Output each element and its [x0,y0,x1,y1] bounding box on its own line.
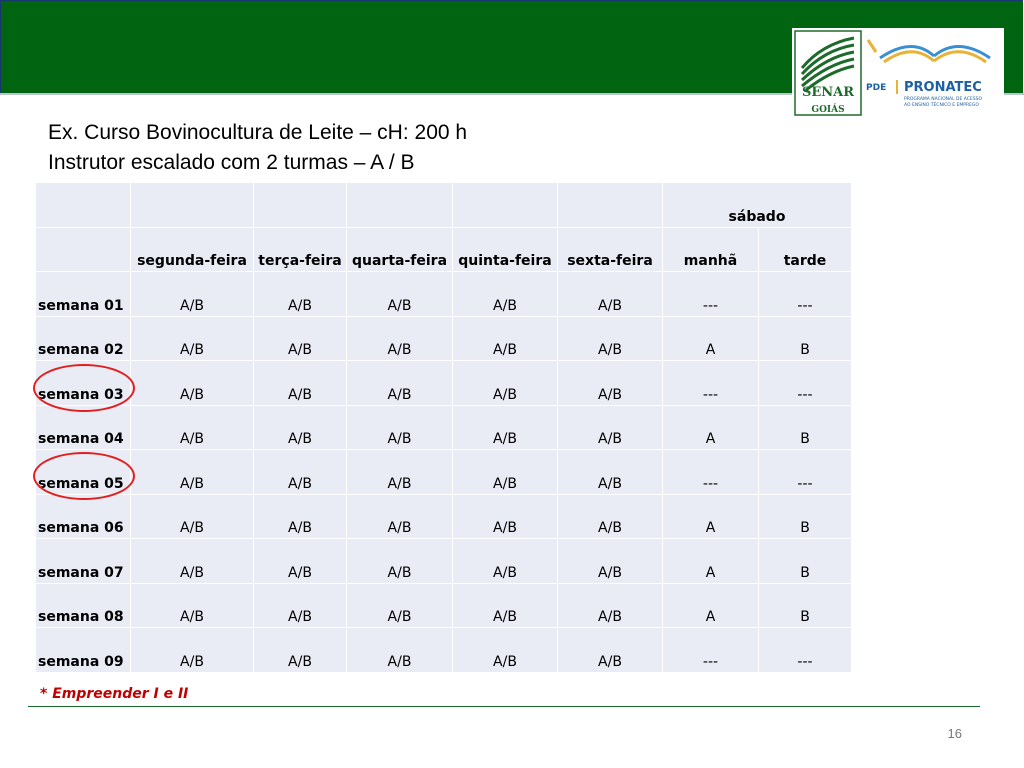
col-header: sexta-feira [558,227,663,272]
table-cell: A/B [347,405,453,450]
table-cell: A/B [558,539,663,584]
logos-panel [792,28,1004,118]
pde-mark: PDE [866,83,887,93]
table-row [36,494,852,539]
footer-divider [28,706,980,707]
row-label: semana 07 [36,539,131,584]
col-header: terça-feira [254,227,347,272]
table-cell: A/B [453,539,558,584]
table-cell: A/B [453,361,558,406]
partner-logos [792,28,1004,118]
table-cell: A/B [347,361,453,406]
table-cell: A/B [254,628,347,673]
table-cell: A/B [347,494,453,539]
footnote: * Empreender I e II [40,686,189,702]
table-row [36,272,852,317]
senar-logo [795,31,861,115]
table-cell: A/B [453,405,558,450]
col-header: segunda-feira [131,227,254,272]
table-cell: A/B [131,583,254,628]
table-cell: A/B [558,405,663,450]
table-cell: A/B [347,272,453,317]
row-label: semana 04 [36,405,131,450]
table-row [36,450,852,495]
table-cell: A/B [131,450,254,495]
pronatec-subtitle-2: AO ENSINO TÉCNICO E EMPREGO [904,103,979,108]
table-cell: A/B [558,583,663,628]
table-cell: A/B [453,272,558,317]
table-row [36,405,852,450]
table-cell: A/B [254,361,347,406]
row-label: semana 01 [36,272,131,317]
table-cell: A/B [347,450,453,495]
table-cell: A/B [131,539,254,584]
table-cell: A/B [131,405,254,450]
table-cell: A/B [453,316,558,361]
table-cell: A [663,583,759,628]
column-header-row [36,227,852,272]
table-cell: A/B [347,628,453,673]
table-cell: A/B [558,628,663,673]
page-number: 16 [947,726,962,741]
table-cell: A [663,405,759,450]
table-cell: --- [759,272,852,317]
table-cell: A/B [254,539,347,584]
table-cell: --- [759,628,852,673]
table-cell: A/B [453,494,558,539]
corner-cell [36,183,131,228]
col-header: quarta-feira [347,227,453,272]
table-cell: A/B [131,316,254,361]
table-cell: A/B [131,494,254,539]
table-cell: A/B [131,361,254,406]
table-cell: A/B [254,272,347,317]
table-row [36,361,852,406]
table-cell: A/B [558,316,663,361]
col-header: tarde [759,227,852,272]
table-cell: --- [663,450,759,495]
table-cell: A/B [254,405,347,450]
table-cell: --- [759,450,852,495]
saturday-header: sábado [663,183,852,228]
table-cell: --- [759,361,852,406]
table-cell: B [759,316,852,361]
heading-line-1: Ex. Curso Bovinocultura de Leite – cH: 200 h [48,121,468,144]
highlight-circle-semana-05 [33,452,135,500]
row-label: semana 06 [36,494,131,539]
table-row [36,583,852,628]
table-row [36,628,852,673]
table-cell: A/B [131,628,254,673]
highlight-circle-semana-03 [33,364,135,412]
slide-heading [48,118,467,178]
row-label: semana 03 [36,361,131,406]
table-cell: A/B [347,583,453,628]
pronatec-wordmark: PRONATEC [904,80,982,95]
table-cell: A/B [558,450,663,495]
table-cell: B [759,583,852,628]
senar-wordmark: SENAR [801,85,855,100]
senar-subtitle: GOIÁS [811,105,845,115]
table-cell: --- [663,361,759,406]
table-cell: A/B [347,316,453,361]
group-header-row [36,183,852,228]
table-cell: A/B [254,450,347,495]
table-cell: A [663,494,759,539]
table-cell: A/B [453,583,558,628]
table-cell: A [663,539,759,584]
table-cell: A/B [131,272,254,317]
table-row [36,539,852,584]
schedule-table [35,182,852,673]
table-cell: B [759,405,852,450]
table-cell: A/B [254,316,347,361]
col-header: manhã [663,227,759,272]
table-cell: A/B [558,272,663,317]
table-cell: B [759,494,852,539]
table-cell: A/B [558,361,663,406]
table-cell: A/B [254,494,347,539]
row-label: semana 08 [36,583,131,628]
table-row [36,316,852,361]
table-cell: A/B [558,494,663,539]
col-header: quinta-feira [453,227,558,272]
table-cell: B [759,539,852,584]
table-cell: A/B [347,539,453,584]
row-label: semana 02 [36,316,131,361]
table-cell: A/B [254,583,347,628]
table-cell: A [663,316,759,361]
row-label: semana 05 [36,450,131,495]
pronatec-logo [866,40,990,108]
row-label: semana 09 [36,628,131,673]
table-cell: --- [663,272,759,317]
table-cell: A/B [453,628,558,673]
table-cell: --- [663,628,759,673]
heading-line-2: Instrutor escalado com 2 turmas – A / B [48,151,415,174]
table-cell: A/B [453,450,558,495]
pronatec-subtitle-1: PROGRAMA NACIONAL DE ACESSO [904,97,983,102]
